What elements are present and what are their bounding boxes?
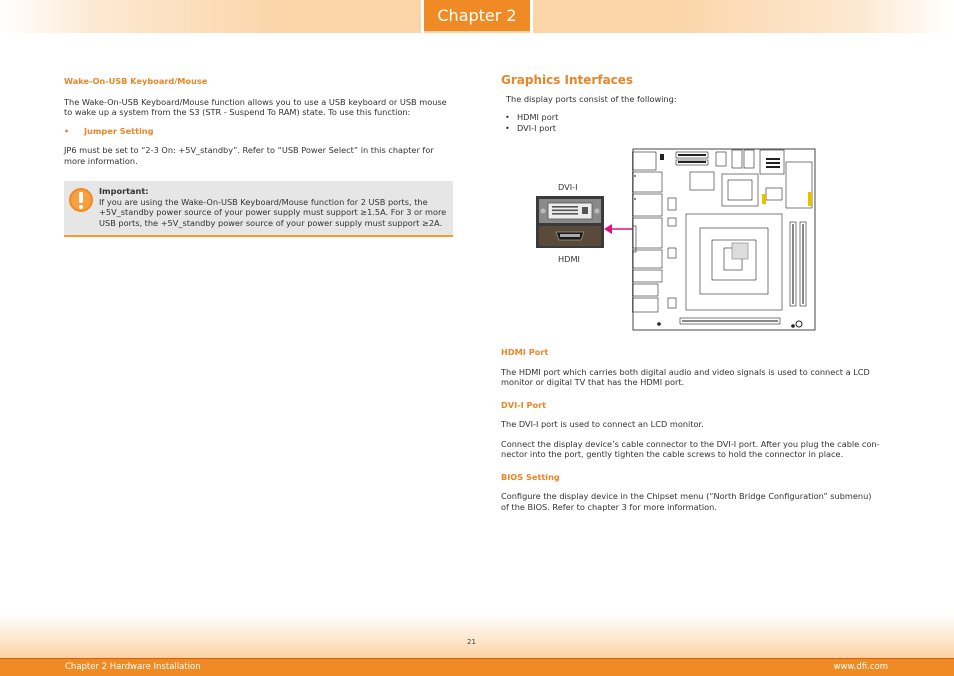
right-column (501, 75, 881, 133)
hdmi-title: HDMI Port (501, 347, 549, 357)
warning-icon (68, 187, 94, 213)
footer-chapter: Chapter 2 Hardware Installation (65, 662, 201, 672)
wake-title: Wake-On-USB Keyboard/Mouse (64, 76, 208, 86)
jumper-text: JP6 must be set to “2-3 On: +5V_standby”. Refer to “USB Power Select” in this chapter for more information. (64, 145, 434, 166)
important-body (99, 186, 449, 228)
motherboard-diagram (632, 148, 816, 332)
important-text: If you are using the Wake-On-USB Keyboard/Mouse function for 2 USB ports, the +5V_standby power source of your power supply must support ≥1.5A. For 3 or more USB ports, the +5V_standby power source of your power supply must support ≥2A. (99, 196, 447, 228)
graphics-title: Graphics Interfaces (501, 73, 634, 87)
right-column-text (501, 347, 881, 512)
port-photo (536, 196, 604, 248)
important-title: Important: (99, 186, 149, 196)
chapter-tab: Chapter 2 (424, 0, 530, 31)
jumper-heading (64, 126, 454, 137)
bios-text: Configure the display device in the Chipset menu (“North Bridge Configuration” submenu) of the BIOS. Refer to chapter 3 for more information. (501, 491, 872, 512)
port-list (501, 112, 881, 133)
board-figure (530, 148, 820, 332)
jumper-title: Jumper Setting (84, 125, 154, 136)
dvi-text-1: The DVI-I port is used to connect an LCD monitor. (501, 419, 704, 429)
important-note (64, 181, 453, 237)
footer-website-link[interactable]: www.dfi.com (833, 662, 888, 672)
list-item: • DVI-I port (501, 123, 881, 134)
wake-text: The Wake-On-USB Keyboard/Mouse function allows you to use a USB keyboard or USB mouse to wake up a system from the S3 (STR - Suspend To RAM) state. To use this function: (64, 96, 447, 117)
footer-bar (0, 658, 954, 676)
dvi-text-2: Connect the display device’s cable connector to the DVI-I port. After you plug the cable con-nector into the port, gently tighten the cable screws to hold the connector in place. (501, 438, 880, 459)
hdmi-text: The HDMI port which carries both digital audio and video signals is used to connect a LCD monitor or digital TV that has the HDMI port. (501, 366, 870, 387)
dvi-label: DVI-I (558, 182, 578, 192)
left-column (64, 76, 454, 166)
header-divider (530, 0, 533, 33)
hdmi-label: HDMI (558, 254, 580, 264)
footer-band (0, 614, 954, 658)
bullet-icon: • (64, 125, 70, 136)
list-item: • HDMI port (501, 112, 881, 123)
graphics-intro: The display ports consist of the following: (506, 93, 677, 104)
dvi-title: DVI-I Port (501, 399, 547, 410)
bios-title: BIOS Setting (501, 471, 560, 482)
page-number: 21 (467, 638, 476, 646)
